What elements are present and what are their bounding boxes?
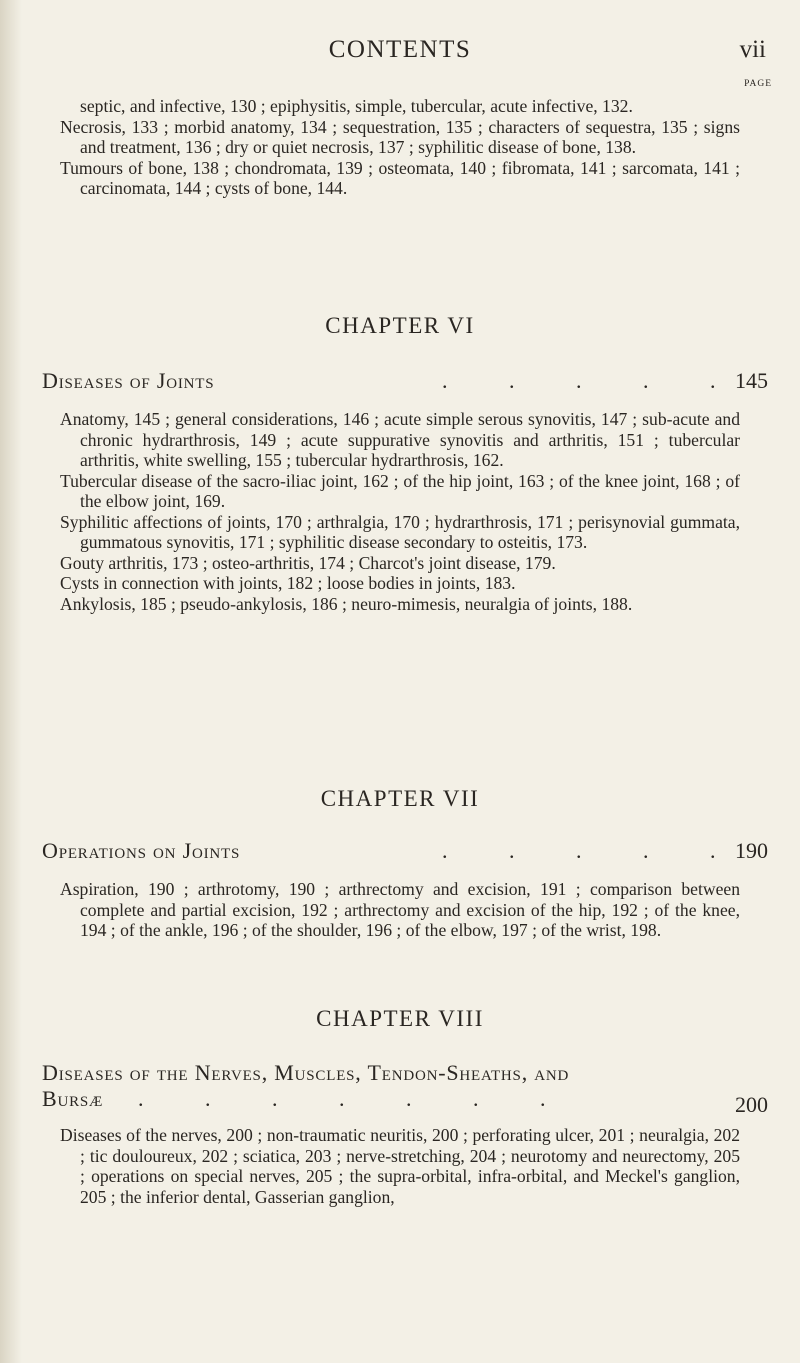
section-title: Diseases of Joints [42, 368, 215, 393]
section-page-number: 190 [735, 838, 768, 863]
page-number: vii [739, 36, 766, 63]
section-page-number: 145 [735, 368, 768, 393]
section-title-continuation [42, 1086, 768, 1117]
toc-entry: Tumours of bone, 138 ; chondromata, 139 ; osteomata, 140 ; fibromata, 141 ; sarcomata, 141 ; carcinomata, 144 ; cysts of bone, 144. [60, 157, 740, 198]
chapter-heading: CHAPTER VI [325, 313, 475, 338]
toc-entry: Anatomy, 145 ; general considerations, 146 ; acute simple serous synovitis, 147 ; sub-acute and chronic hydrarthrosis, 149 ; acute suppurative synovitis and arthritis, 151 ; tubercular arthritis, white swelling, 155 ; tubercular hydrarthrosis, 162. [60, 409, 740, 470]
toc-entry: Ankylosis, 185 ; pseudo-ankylosis, 186 ; neuro-mimesis, neuralgia of joints, 188. [60, 593, 633, 614]
chapter-heading: CHAPTER VIII [316, 1006, 484, 1031]
chapter-entries [60, 409, 740, 614]
continuation-entries [60, 96, 740, 199]
dot-leader: . . . . . . . [138, 1086, 574, 1111]
section-row [42, 368, 768, 398]
section-title: Operations on Joints [42, 838, 241, 863]
running-title: CONTENTS [328, 36, 472, 63]
chapter-entries [60, 879, 740, 941]
section-row [42, 1060, 768, 1117]
toc-entry: Aspiration, 190 ; arthrotomy, 190 ; arthrectomy and excision, 191 ; comparison between complete and partial excision, 192 ; arthrectomy and excision of the hip, 192 ; of the knee, 194 ; of the ankle, 196 ; of the shoulder, 196 ; of the elbow, 197 ; of the wrist, 198. [60, 879, 740, 940]
section-page-number: 200 [735, 1092, 768, 1117]
running-header [0, 32, 800, 72]
chapter-heading: CHAPTER VII [320, 786, 480, 811]
section-title-line2: Bursæ [42, 1086, 104, 1111]
toc-entry: Diseases of the nerves, 200 ; non-traumatic neuritis, 200 ; perforating ulcer, 201 ; neuralgia, 202 ; tic douloureux, 202 ; sciatica, 203 ; nerve-stretching, 204 ; neurotomy and neurectomy, 205 ; operations on special nerves, 205 ; the supra-orbital, infra-orbital, and Meckel's ganglion, 205 ; the inferior dental, Gasserian ganglion, [60, 1125, 740, 1207]
toc-entry: Cysts in connection with joints, 182 ; loose bodies in joints, 183. [60, 573, 516, 593]
dot-leader: . . . . . [442, 368, 744, 393]
toc-entry: Tubercular disease of the sacro-iliac joint, 162 ; of the hip joint, 163 ; of the knee joint, 168 ; of the elbow joint, 169. [60, 470, 740, 511]
chapter-entries [60, 1125, 740, 1207]
toc-entry: Syphilitic affections of joints, 170 ; arthralgia, 170 ; hydrarthrosis, 171 ; perisynovial gummata, gummatous synovitis, 171 ; syphilitic disease secondary to osteitis, 173. [60, 511, 740, 552]
section-title: Diseases of the Nerves, Muscles, Tendon-Sheaths, and [42, 1060, 570, 1085]
page-column-label: PAGE [744, 79, 772, 89]
section-row [42, 838, 768, 868]
toc-entry: Gouty arthritis, 173 ; osteo-arthritis, 174 ; Charcot's joint disease, 179. [60, 552, 556, 573]
toc-entry: septic, and infective, 130 ; epiphysitis, simple, tubercular, acute infective, 132. [80, 96, 633, 116]
page-gutter-shadow [0, 0, 22, 1363]
toc-entry: Necrosis, 133 ; morbid anatomy, 134 ; sequestration, 135 ; characters of sequestra, 135 ; signs and treatment, 136 ; dry or quiet necrosis, 137 ; syphilitic disease of bone, 138. [60, 116, 740, 157]
dot-leader: . . . . . [442, 838, 744, 863]
